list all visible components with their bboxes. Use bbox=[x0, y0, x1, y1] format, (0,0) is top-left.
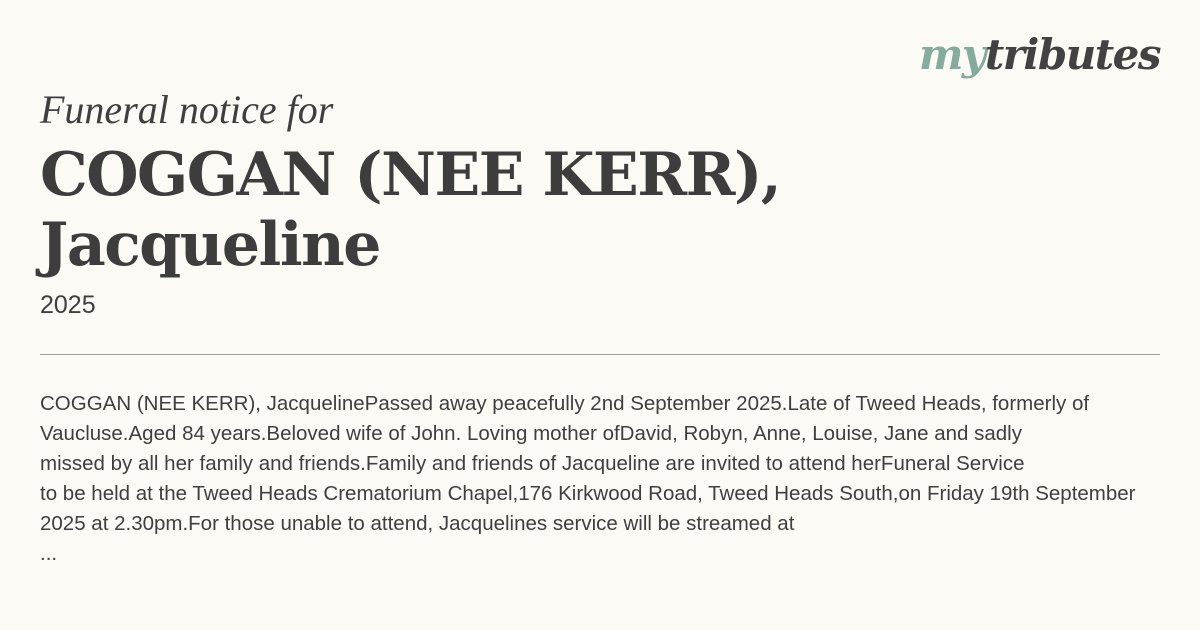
logo-tributes: tributes bbox=[984, 30, 1160, 79]
notice-body-line: missed by all her family and friends.Family and friends of Jacqueline are invited to attend herFuneral Service bbox=[40, 452, 1025, 475]
notice-body-line: COGGAN (NEE KERR), JacquelinePassed away peacefully 2nd September 2025.Late of Tweed Heads, formerly of bbox=[40, 392, 1090, 415]
notice-year: 2025 bbox=[40, 291, 96, 319]
notice-body-line: Vaucluse.Aged 84 years.Beloved wife of John. Loving mother ofDavid, Robyn, Anne, Louise, Jane and sadly bbox=[40, 422, 1022, 445]
notice-body-line: to be held at the Tweed Heads Crematorium Chapel,176 Kirkwood Road, Tweed Heads South,on Friday 19th September bbox=[40, 482, 1136, 505]
deceased-name-line1: COGGAN (NEE KERR), bbox=[40, 140, 781, 210]
notice-kicker: Funeral notice for bbox=[40, 87, 334, 132]
notice-body-ellipsis: ... bbox=[40, 542, 58, 565]
divider bbox=[40, 354, 1160, 355]
deceased-name-line2: Jacqueline bbox=[40, 210, 380, 280]
deceased-name bbox=[40, 140, 800, 280]
notice-body bbox=[40, 389, 1200, 569]
mytributes-logo[interactable] bbox=[918, 30, 1160, 79]
logo-my: my bbox=[918, 30, 985, 79]
notice-body-line: 2025 at 2.30pm.For those unable to attend, Jacquelines service will be streamed at bbox=[40, 512, 795, 535]
